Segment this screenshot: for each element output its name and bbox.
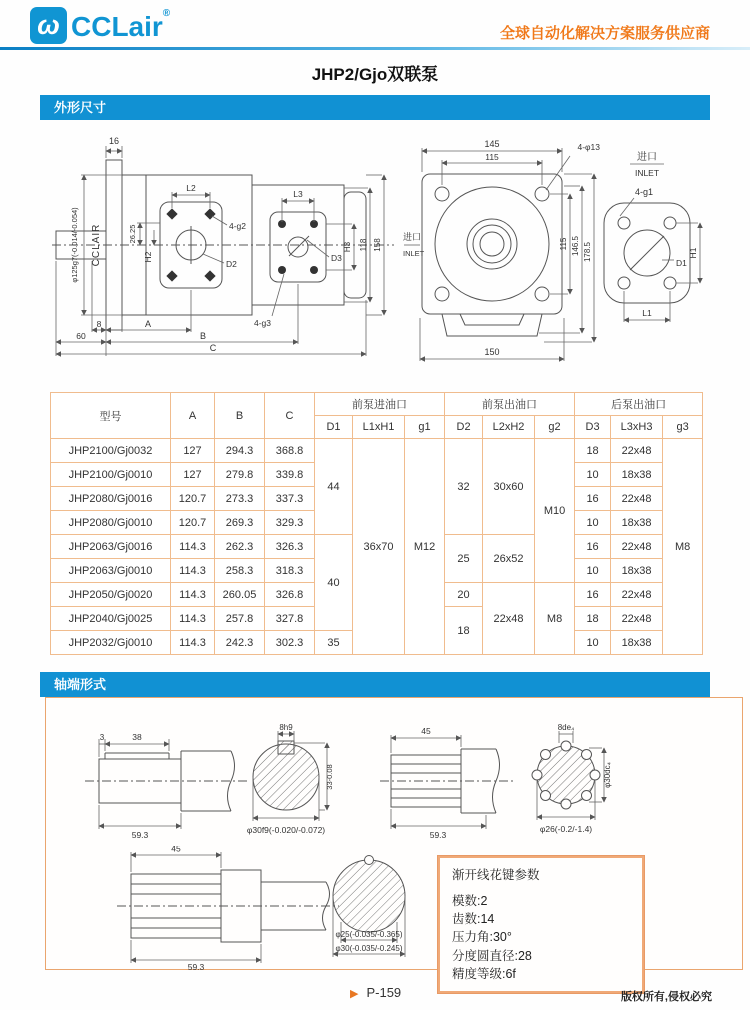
inlet-en-label: INLET — [403, 249, 425, 258]
c-cell: 318.3 — [265, 559, 315, 583]
model-cell: JHP2050/Gj0020 — [51, 583, 171, 607]
flange-view-drawing — [582, 148, 712, 353]
col-header-l1h1: L1xH1 — [353, 416, 405, 439]
flange-dim-lines — [620, 164, 700, 322]
dim-8-label: 8 — [96, 319, 102, 329]
spline-params-box — [438, 856, 644, 993]
col-header-model: 型号 — [51, 393, 171, 439]
dim-1465-label: 146.5 — [571, 235, 580, 257]
c-cell: 368.8 — [265, 439, 315, 463]
c-cell: 329.3 — [265, 511, 315, 535]
b-cell: 279.8 — [215, 463, 265, 487]
table-row — [51, 439, 703, 463]
model-cell: JHP2032/Gj0010 — [51, 631, 171, 655]
spline-param-accuracy: 精度等级:6f — [452, 966, 516, 981]
outline-drawings — [40, 126, 710, 386]
registered-mark: ® — [162, 8, 171, 19]
l3h3-cell: 18x38 — [611, 559, 663, 583]
dim-shaft-dia-label: φ125g7(-0.014/-0.054) — [70, 207, 79, 283]
group-header-rear-outlet: 后泵出油口 — [575, 393, 703, 416]
shaft1-drawing — [81, 723, 336, 843]
col-header-l2h2: L2xH2 — [483, 416, 535, 439]
d1-cell: 44 — [315, 439, 353, 535]
b-cell: 269.3 — [215, 511, 265, 535]
a-cell: 120.7 — [171, 487, 215, 511]
dim-38-label: 38 — [132, 732, 142, 742]
page-number — [350, 985, 401, 1000]
dim-a-label: A — [144, 319, 152, 329]
dim-h3-label: H3 — [343, 241, 352, 253]
b-cell: 262.3 — [215, 535, 265, 559]
page-number-text: P-159 — [366, 985, 402, 1000]
col-header-d2: D2 — [445, 416, 483, 439]
dim-4phi13-label: 4-φ13 — [577, 142, 600, 152]
company-tagline: 全球自动化解决方案服务供应商 — [499, 25, 710, 42]
dim-118-label: 118 — [359, 238, 368, 252]
l2h2-cell: 22x48 — [483, 583, 535, 655]
shaft3-section — [333, 860, 405, 932]
d2-cell: 32 — [445, 439, 483, 535]
dim-l1-label: L1 — [642, 308, 652, 318]
dia-30-label: φ30(-0.035/-0.245) — [335, 944, 403, 953]
dim-d3-label: D3 — [331, 253, 342, 263]
dim-16-label: 16 — [108, 136, 120, 146]
dimension-lines — [56, 146, 384, 356]
dim-593-label: 59.3 — [187, 962, 205, 971]
a-cell: 114.3 — [171, 607, 215, 631]
l3h3-cell: 22x48 — [611, 583, 663, 607]
shaft3-profile — [117, 870, 339, 942]
spline-param-pitch-dia: 分度圆直径:28 — [452, 948, 532, 963]
col-header-d3: D3 — [575, 416, 611, 439]
g1-cell: M12 — [405, 439, 445, 655]
dimensions-table — [50, 392, 703, 655]
l3h3-cell: 22x48 — [611, 439, 663, 463]
model-cell: JHP2040/Gj0025 — [51, 607, 171, 631]
dim-145-label: 145 — [484, 139, 500, 149]
page-number-arrow-icon: ▶ — [350, 988, 359, 1000]
dim-593-label: 59.3 — [131, 830, 149, 840]
shaft2-profile — [380, 749, 516, 813]
dim-h1-label: H1 — [688, 247, 698, 259]
col-header-b: B — [215, 393, 265, 439]
dim-d2-label: D2 — [226, 259, 237, 269]
c-cell: 327.8 — [265, 607, 315, 631]
logo-text — [71, 7, 170, 47]
col-header-g1: g1 — [405, 416, 445, 439]
c-cell: 302.3 — [265, 631, 315, 655]
d3-cell: 16 — [575, 487, 611, 511]
page-header — [0, 0, 750, 47]
a-cell: 114.3 — [171, 583, 215, 607]
a-cell: 120.7 — [171, 511, 215, 535]
dim-g2-label: 4-g2 — [229, 221, 247, 231]
brand-engraving-label: CCLAIR — [91, 223, 102, 267]
d3-cell: 18 — [575, 607, 611, 631]
over-key-label: 33-0.08 — [325, 764, 334, 790]
group-header-front-inlet: 前泵进油口 — [315, 393, 445, 416]
table-header-row — [51, 393, 703, 416]
copyright-notice: 版权所有,侵权必究 — [620, 991, 712, 1003]
shaft1-profile — [85, 751, 249, 811]
header-divider — [0, 47, 750, 50]
shaft-end-box — [45, 697, 743, 981]
spline-params-title: 渐开线花键参数 — [452, 868, 540, 882]
d3-cell: 18 — [575, 439, 611, 463]
d1-cell: 35 — [315, 631, 353, 655]
key-8h9-label: 8h9 — [279, 723, 293, 732]
d1-cell: 40 — [315, 535, 353, 631]
a-cell: 114.3 — [171, 631, 215, 655]
section-bar-outline: 外形尺寸 — [40, 95, 710, 120]
model-cell: JHP2063/Gj0010 — [51, 559, 171, 583]
section-bar-shaft: 轴端形式 — [40, 672, 710, 697]
flange-inlet-cn-label: 进口 — [637, 152, 657, 163]
spline-param-teeth: 齿数:14 — [452, 912, 495, 927]
g2-cell: M10 — [535, 439, 575, 583]
l3h3-cell: 18x38 — [611, 511, 663, 535]
dim-3-label: 3 — [99, 733, 105, 742]
dim-h2-label: H2 — [143, 251, 153, 263]
b-cell: 242.3 — [215, 631, 265, 655]
front-dim-lines — [404, 148, 594, 361]
dim-158-label: 158 — [373, 238, 382, 252]
dim-593-label: 59.3 — [429, 830, 447, 840]
l3h3-cell: 22x48 — [611, 535, 663, 559]
col-header-l3h3: L3xH3 — [611, 416, 663, 439]
shaft3-drawing — [111, 846, 431, 971]
model-cell: JHP2080/Gj0016 — [51, 487, 171, 511]
flange-inlet-en-label: INLET — [634, 168, 660, 178]
model-cell: JHP2080/Gj0010 — [51, 511, 171, 535]
page-title: JHP2/Gjo双联泵 — [311, 65, 439, 84]
dim-115-label: 115 — [485, 152, 499, 162]
d3-cell: 16 — [575, 535, 611, 559]
dim-c-label: C — [209, 343, 217, 353]
col-header-a: A — [171, 393, 215, 439]
spline-param-module: 模数:2 — [452, 894, 488, 909]
shaft1-dia-label: φ30f9(-0.020/-0.072) — [246, 825, 326, 835]
g2-cell: M8 — [535, 583, 575, 655]
dim-l2-label: L2 — [186, 183, 196, 193]
l1h1-cell: 36x70 — [353, 439, 405, 655]
shaft3-notch — [365, 856, 374, 865]
col-header-c: C — [265, 393, 315, 439]
shaft2-dia-label: φ26(-0.2/-1.4) — [539, 824, 593, 834]
dim-60-label: 60 — [76, 331, 86, 341]
dim-45-label: 45 — [171, 846, 181, 854]
dim-115v-label: 115 — [559, 237, 568, 251]
company-logo — [30, 7, 170, 47]
c-cell: 326.3 — [265, 535, 315, 559]
d3-cell: 10 — [575, 463, 611, 487]
spline-param-pressure-angle: 压力角:30° — [452, 930, 512, 945]
d2-cell: 25 — [445, 535, 483, 583]
logo-wordmark: CCLair — [71, 11, 163, 42]
front-outline — [422, 174, 562, 336]
l3h3-cell: 22x48 — [611, 487, 663, 511]
front-view-drawing — [402, 134, 602, 379]
dim-g3-label: 4-g3 — [254, 318, 272, 328]
d3-cell: 10 — [575, 559, 611, 583]
c-cell: 337.3 — [265, 487, 315, 511]
l2h2-cell: 26x52 — [483, 535, 535, 583]
inlet-cn-label: 进口 — [403, 232, 422, 242]
spline-8de4-label: 8de₄ — [557, 723, 575, 732]
b-cell: 294.3 — [215, 439, 265, 463]
dim-4g1-label: 4-g1 — [634, 187, 654, 197]
model-cell: JHP2100/Gj0010 — [51, 463, 171, 487]
g3-cell: M8 — [663, 439, 703, 655]
dim-1785-label: 178.5 — [583, 241, 592, 263]
l2h2-cell: 30x60 — [483, 439, 535, 535]
dia-25-label: φ25(-0.035/-0.365) — [335, 930, 403, 939]
b-cell: 257.8 — [215, 607, 265, 631]
dim-2625-label: 26.25 — [128, 224, 137, 244]
a-cell: 127 — [171, 463, 215, 487]
b-cell: 258.3 — [215, 559, 265, 583]
dim-150-label: 150 — [484, 347, 500, 357]
logo-icon: ω — [30, 7, 67, 44]
col-header-d1: D1 — [315, 416, 353, 439]
l3h3-cell: 22x48 — [611, 607, 663, 631]
a-cell: 127 — [171, 439, 215, 463]
d3-cell: 10 — [575, 631, 611, 655]
col-header-g2: g2 — [535, 416, 575, 439]
model-cell: JHP2063/Gj0016 — [51, 535, 171, 559]
d2-cell: 18 — [445, 607, 483, 655]
dim-d1-label: D1 — [676, 258, 687, 268]
b-cell: 273.3 — [215, 487, 265, 511]
dim-45-label: 45 — [421, 726, 431, 736]
d3-cell: 16 — [575, 583, 611, 607]
side-view-drawing — [48, 130, 400, 378]
outer-dia-label: φ30dc₄ — [603, 762, 612, 788]
a-cell: 114.3 — [171, 535, 215, 559]
model-cell: JHP2100/Gj0032 — [51, 439, 171, 463]
shaft2-drawing — [376, 723, 626, 843]
l3h3-cell: 18x38 — [611, 463, 663, 487]
shaft1-key — [278, 741, 294, 754]
b-cell: 260.05 — [215, 583, 265, 607]
dim-l3-label: L3 — [293, 189, 303, 199]
c-cell: 339.8 — [265, 463, 315, 487]
a-cell: 114.3 — [171, 559, 215, 583]
l3h3-cell: 18x38 — [611, 631, 663, 655]
d2-cell: 20 — [445, 583, 483, 607]
d3-cell: 10 — [575, 511, 611, 535]
dim-b-label: B — [199, 331, 207, 341]
flange-outline — [604, 203, 690, 303]
c-cell: 326.8 — [265, 583, 315, 607]
col-header-g3: g3 — [663, 416, 703, 439]
group-header-front-outlet: 前泵出油口 — [445, 393, 575, 416]
